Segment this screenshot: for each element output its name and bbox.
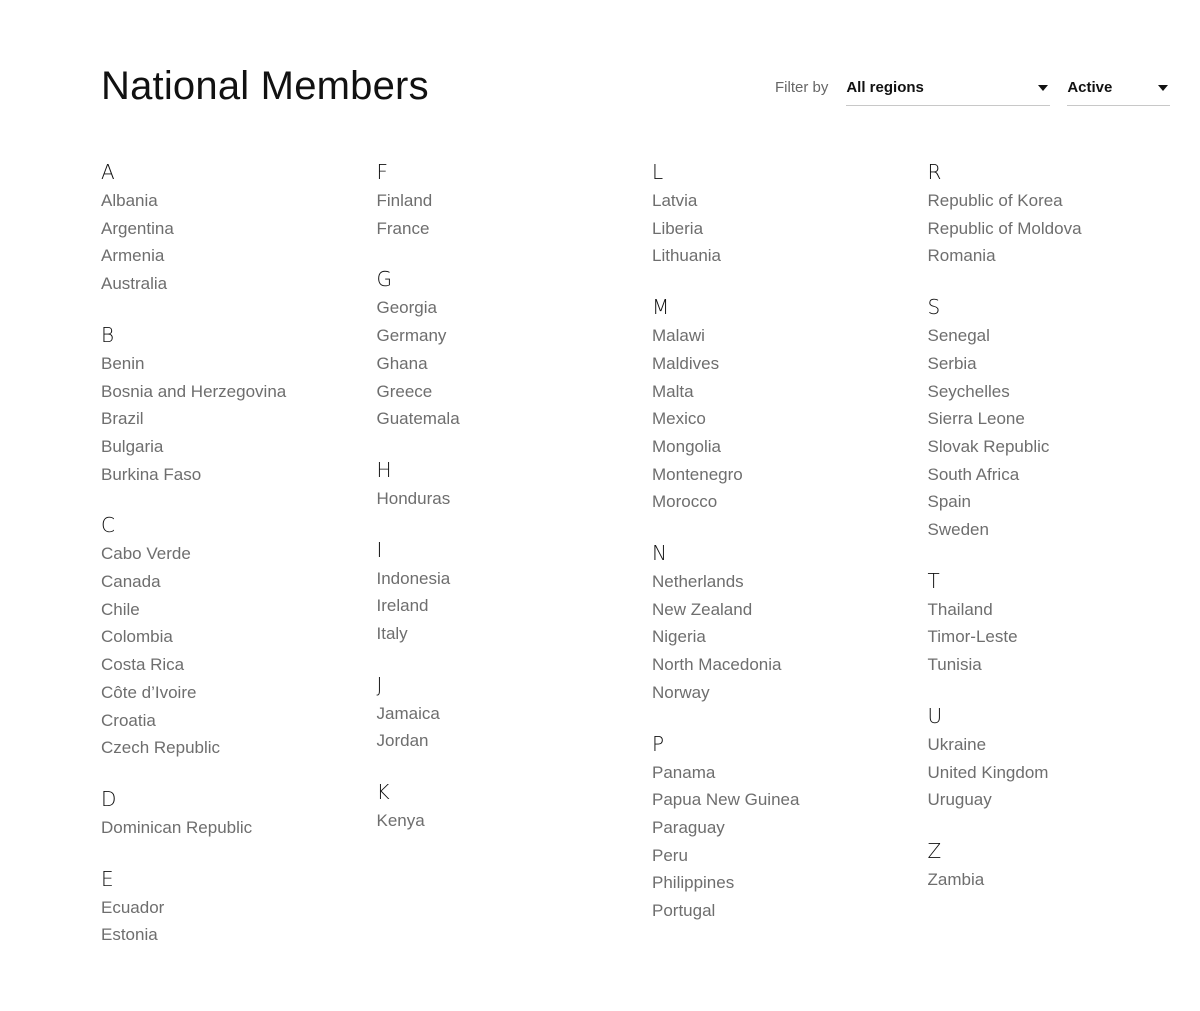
- country-link[interactable]: Maldives: [652, 353, 720, 373]
- letter-heading: E: [101, 866, 114, 891]
- letter-heading: M: [652, 295, 670, 320]
- country-link[interactable]: Bosnia and Herzegovina: [101, 381, 287, 401]
- country-link[interactable]: Netherlands: [652, 572, 744, 592]
- letter-heading: U: [927, 703, 943, 728]
- country-link[interactable]: Italy: [376, 624, 408, 644]
- letter-heading: G: [376, 267, 392, 292]
- country-link[interactable]: Norway: [652, 682, 710, 702]
- letter-heading: R: [927, 160, 942, 184]
- country-link[interactable]: Mexico: [652, 409, 706, 429]
- country-link[interactable]: Malawi: [652, 326, 705, 346]
- country-link[interactable]: Uruguay: [927, 790, 992, 810]
- country-link[interactable]: Ukraine: [927, 734, 987, 754]
- country-link[interactable]: France: [376, 218, 430, 238]
- country-link[interactable]: Serbia: [927, 353, 977, 373]
- country-link[interactable]: Australia: [101, 274, 168, 294]
- status-select[interactable]: [1067, 76, 1170, 106]
- country-link[interactable]: Seychelles: [927, 381, 1010, 401]
- letter-group: [928, 292, 1200, 544]
- country-link[interactable]: Ireland: [376, 596, 429, 616]
- letter-group: [377, 670, 653, 755]
- country-link[interactable]: Brazil: [101, 409, 144, 429]
- letter-heading: H: [376, 457, 392, 482]
- letter-heading: J: [376, 672, 383, 697]
- country-link[interactable]: Greece: [376, 381, 433, 401]
- country-link[interactable]: Liberia: [652, 218, 704, 238]
- country-link[interactable]: Finland: [376, 191, 433, 210]
- letter-group: [928, 566, 1200, 679]
- country-link[interactable]: Indonesia: [376, 568, 451, 588]
- letter-group: [101, 510, 377, 762]
- country-link[interactable]: Sierra Leone: [927, 409, 1025, 429]
- letter-group: [377, 157, 653, 242]
- letter-group: [652, 292, 928, 516]
- country-link[interactable]: Bulgaria: [101, 436, 164, 456]
- country-link[interactable]: Jordan: [376, 731, 429, 751]
- country-link[interactable]: Honduras: [376, 488, 451, 508]
- country-link[interactable]: Panama: [652, 762, 716, 782]
- letter-group: [652, 729, 928, 925]
- country-link[interactable]: Republic of Korea: [927, 191, 1063, 210]
- letter-heading: D: [101, 786, 117, 811]
- country-link[interactable]: Portugal: [652, 901, 716, 921]
- letter-group: [928, 157, 1200, 270]
- letter-heading: F: [376, 160, 389, 184]
- country-link[interactable]: Paraguay: [652, 817, 725, 837]
- country-link[interactable]: Spain: [927, 492, 971, 512]
- country-link[interactable]: Czech Republic: [101, 738, 221, 758]
- letter-group: [101, 157, 377, 298]
- country-link[interactable]: Thailand: [927, 599, 993, 619]
- letter-heading: C: [101, 513, 115, 538]
- country-link[interactable]: Guatemala: [376, 409, 460, 429]
- filter-label: Filter by: [775, 79, 829, 96]
- letter-group: [377, 455, 653, 513]
- letter-heading: T: [927, 568, 940, 593]
- country-link[interactable]: Côte d’Ivoire: [101, 682, 197, 702]
- letter-group: [101, 864, 377, 949]
- members-list: [101, 157, 1200, 971]
- letter-group: [928, 836, 1200, 894]
- country-link[interactable]: Canada: [101, 572, 161, 592]
- letter-heading: Z: [927, 838, 942, 863]
- letter-group: [101, 320, 377, 489]
- country-link[interactable]: Peru: [652, 845, 688, 865]
- chevron-down-icon: [1038, 85, 1048, 91]
- country-link[interactable]: Malta: [652, 381, 694, 401]
- region-select-value: All regions: [846, 79, 924, 96]
- country-link[interactable]: Jamaica: [376, 703, 440, 723]
- country-link[interactable]: Latvia: [652, 191, 698, 210]
- country-link[interactable]: Mongolia: [652, 436, 721, 456]
- country-link[interactable]: Timor-Leste: [927, 627, 1018, 647]
- letter-heading: A: [101, 160, 115, 184]
- country-link[interactable]: Germany: [376, 326, 447, 346]
- country-link[interactable]: Armenia: [101, 246, 165, 266]
- country-link[interactable]: Republic of Moldova: [927, 218, 1082, 238]
- country-link[interactable]: Colombia: [101, 627, 173, 647]
- letter-heading: L: [652, 160, 664, 184]
- country-link[interactable]: Burkina Faso: [101, 464, 202, 484]
- country-link[interactable]: Costa Rica: [101, 655, 185, 675]
- members-column: [928, 157, 1200, 971]
- letter-group: [101, 784, 377, 842]
- country-link[interactable]: Morocco: [652, 492, 718, 512]
- country-link[interactable]: Papua New Guinea: [652, 790, 800, 810]
- country-link[interactable]: Estonia: [101, 925, 158, 945]
- letter-group: [652, 157, 928, 270]
- country-link[interactable]: Albania: [101, 191, 158, 210]
- country-link[interactable]: Sweden: [927, 520, 989, 540]
- country-link[interactable]: Croatia: [101, 710, 156, 730]
- country-link[interactable]: Chile: [101, 599, 140, 619]
- country-link[interactable]: Tunisia: [927, 655, 982, 675]
- letter-group: [652, 538, 928, 707]
- country-link[interactable]: New Zealand: [652, 599, 753, 619]
- country-link[interactable]: Nigeria: [652, 627, 706, 647]
- letter-heading: N: [652, 541, 667, 566]
- country-link[interactable]: United Kingdom: [927, 762, 1049, 782]
- country-link[interactable]: Benin: [101, 353, 145, 373]
- country-link[interactable]: Georgia: [376, 298, 437, 318]
- letter-group: [377, 777, 653, 835]
- country-link[interactable]: Cabo Verde: [101, 544, 191, 564]
- country-link[interactable]: Ecuador: [101, 897, 165, 917]
- letter-heading: B: [101, 322, 115, 347]
- country-link[interactable]: South Africa: [927, 464, 1020, 484]
- letter-heading: S: [927, 295, 941, 320]
- country-link[interactable]: Argentina: [101, 218, 174, 238]
- region-select[interactable]: [846, 76, 1050, 106]
- country-link[interactable]: North Macedonia: [652, 655, 782, 675]
- chevron-down-icon: [1158, 85, 1168, 91]
- filter-bar: [775, 76, 1170, 106]
- letter-heading: P: [652, 731, 665, 756]
- letter-heading: I: [376, 537, 383, 562]
- country-link[interactable]: Romania: [927, 246, 996, 266]
- country-link[interactable]: Lithuania: [652, 246, 722, 266]
- country-link[interactable]: Montenegro: [652, 464, 743, 484]
- country-link[interactable]: Senegal: [927, 326, 990, 346]
- country-link[interactable]: Dominican Republic: [101, 817, 253, 837]
- country-link[interactable]: Philippines: [652, 873, 735, 893]
- status-select-value: Active: [1067, 79, 1113, 96]
- letter-group: [377, 264, 653, 433]
- country-link[interactable]: Zambia: [927, 869, 985, 889]
- country-link[interactable]: Kenya: [376, 811, 425, 831]
- members-column: [652, 157, 928, 971]
- members-column: [377, 157, 653, 971]
- letter-group: [928, 701, 1200, 814]
- page-title: National Members: [101, 64, 429, 108]
- letter-group: [377, 535, 653, 648]
- country-link[interactable]: Slovak Republic: [927, 436, 1050, 456]
- country-link[interactable]: Ghana: [376, 353, 428, 373]
- members-column: [101, 157, 377, 971]
- letter-heading: K: [376, 780, 390, 805]
